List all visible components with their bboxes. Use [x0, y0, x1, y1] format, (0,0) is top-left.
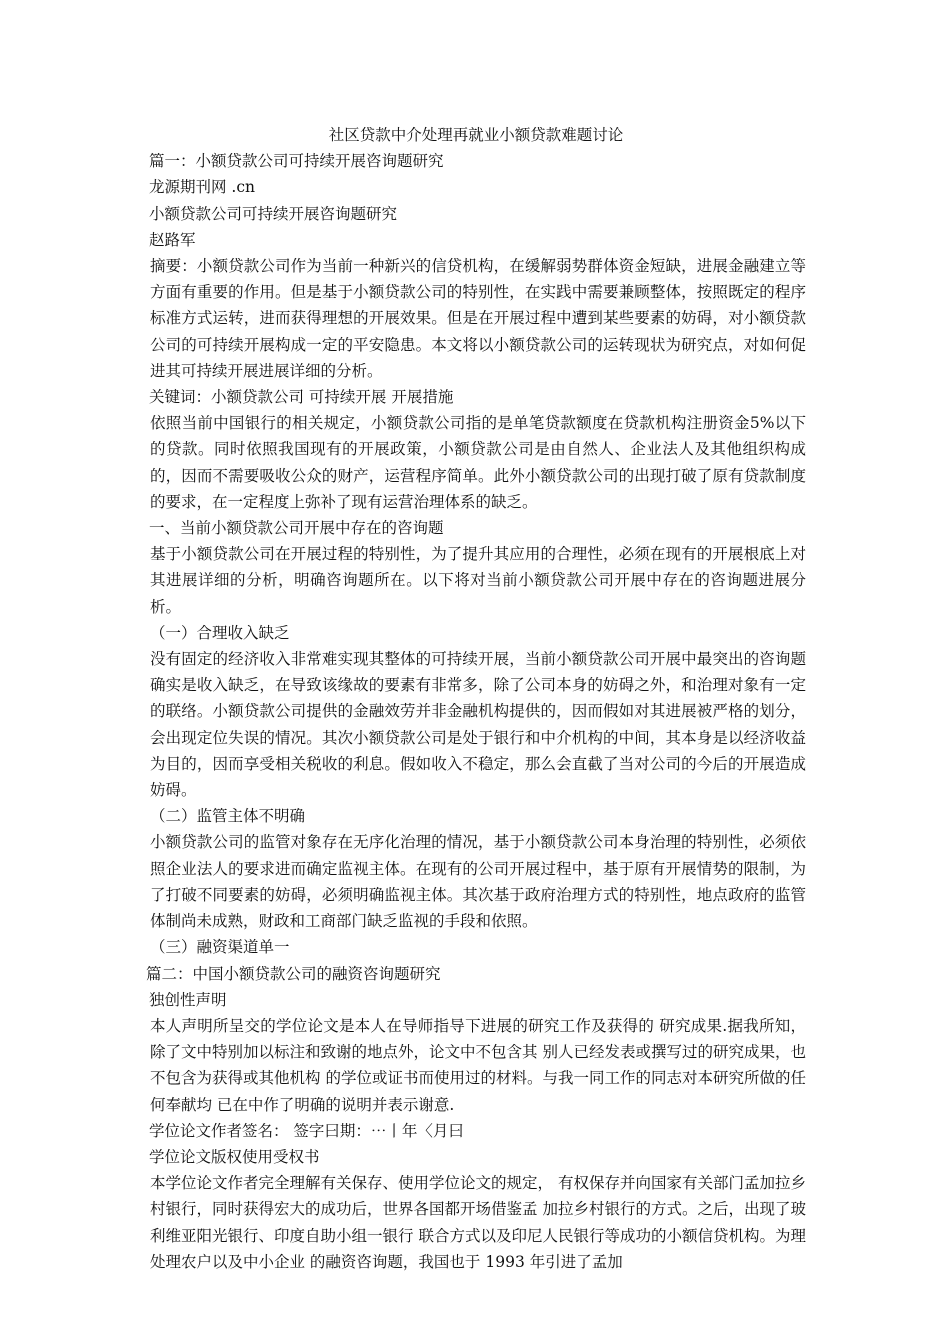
article-title: 小额贷款公司可持续开展咨询题研究: [149, 204, 398, 223]
abstract-paragraph: 摘要：小额贷款公司作为当前一种新兴的信贷机构，在缓解弱势群体资金短缺，进展金融建立等方面有重要的作用。但是基于小额贷款公司的特别性，在实践中需要兼顾整体，按照既定的程序标准方式运转，进而获得理想的开展效果。但是在开展过程中遭到某些要素的妨碍，对小额贷款公司的可持续开展构成一定的平安隐患。本文将以小额贷款公司的运转现状为研究点，对如何促进其可持续开展进展详细的分析。: [150, 257, 806, 380]
body-paragraph: 基于小额贷款公司在开展过程的特别性，为了提升其应用的合理性，必须在现有的开展根底上对其进展详细的分析，明确咨询题所在。以下将对当前小额贷款公司开展中存在的咨询题进展分析。: [150, 545, 806, 616]
author-name: 赵路军: [149, 230, 196, 249]
source-line: 龙源期刊网 .cn: [149, 178, 256, 197]
authorization-paragraph: 本学位论文作者完全理解有关保存、使用学位论文的规定， 有权保存并向国家有关部门孟加拉乡村银行，同时获得宏大的成功后，世界各国都开场借鉴孟 加拉乡村银行的方式。之后，出现了玻利维亚阳光银行、印度自助小组一银行 联合方式以及印尼人民银行等成功的小额信贷机构。为理处理农户以及中小企业 的融资咨询题，我国也于 1993 年引进了孟加: [150, 1174, 806, 1271]
subsection-heading: （二）监管主体不明确: [150, 807, 306, 826]
section-heading: 一、当前小额贷款公司开展中存在的咨询题: [149, 519, 444, 538]
chapter-heading: 篇一：小额贷款公司可持续开展咨询题研究: [149, 152, 444, 171]
keywords-line: 关键词：小额贷款公司 可持续开展 开展措施: [149, 388, 454, 407]
chapter-heading: 篇二：中国小额贷款公司的融资咨询题研究: [146, 964, 441, 983]
body-paragraph: 没有固定的经济收入非常难实现其整体的可持续开展，当前小额贷款公司开展中最突出的咨询题确实是收入缺乏，在导致该缘故的要素有非常多，除了公司本身的妨碍之外，和治理对象有一定的联络。小额贷款公司提供的金融效劳并非金融机构提供的，因而假如对其进展被严格的划分，会出现定位失误的情况。其次小额贷款公司是处于银行和中介机构的中间，其本身是以经济收益为目的，因而享受相关税收的利息。假如收入不稳定，那么会直截了当对公司的今后的开展造成妨碍。: [150, 650, 806, 800]
subsection-heading: （三）融资渠道单一: [150, 938, 290, 957]
subsection-heading: （一）合理收入缺乏: [150, 623, 290, 642]
body-paragraph: 依照当前中国银行的相关规定，小额贷款公司指的是单笔贷款额度在贷款机构注册资金5%以下的贷款。同时依照我国现有的开展政策，小额贷款公司是由自然人、企业法人及其他组织构成的，因而不需要吸收公众的财产，运营程序简单。此外小额贷款公司的出现打破了原有贷款制度的要求，在一定程度上弥补了现有运营治理体系的缺乏。: [150, 414, 806, 511]
declaration-heading: 独创性声明: [149, 990, 227, 1009]
document-title: 社区贷款中介处理再就业小额贷款难题讨论: [328, 126, 624, 144]
body-paragraph: 小额贷款公司的监管对象存在无序化治理的情况，基于小额贷款公司本身治理的特别性，必须依照企业法人的要求进而确定监视主体。在现有的公司开展过程中，基于原有开展情势的限制，为了打破不同要素的妨碍，必须明确监视主体。其次基于政府治理方式的特别性，地点政府的监管体制尚未成熟，财政和工商部门缺乏监视的手段和依照。: [150, 833, 806, 931]
signature-line: 学位论文作者签名： 签字曰期：⋯丨年〈月曰: [149, 1121, 464, 1140]
document-body: [146, 122, 806, 1275]
declaration-paragraph: 本人声明所呈交的学位论文是本人在导师指导下进展的研究工作及获得的 研究成果.据我所知，除了文中特别加以标注和致谢的地点外，论文中不包含其 别人已经发表或撰写过的研究成果，也不包含为获得或其他机构 的学位或证书而使用过的材料。与我一同工作的同志对本研究所做的任何奉献均 已在中作了明确的说明并表示谢意.: [150, 1016, 806, 1114]
authorization-heading: 学位论文版权使用受权书: [149, 1147, 320, 1166]
